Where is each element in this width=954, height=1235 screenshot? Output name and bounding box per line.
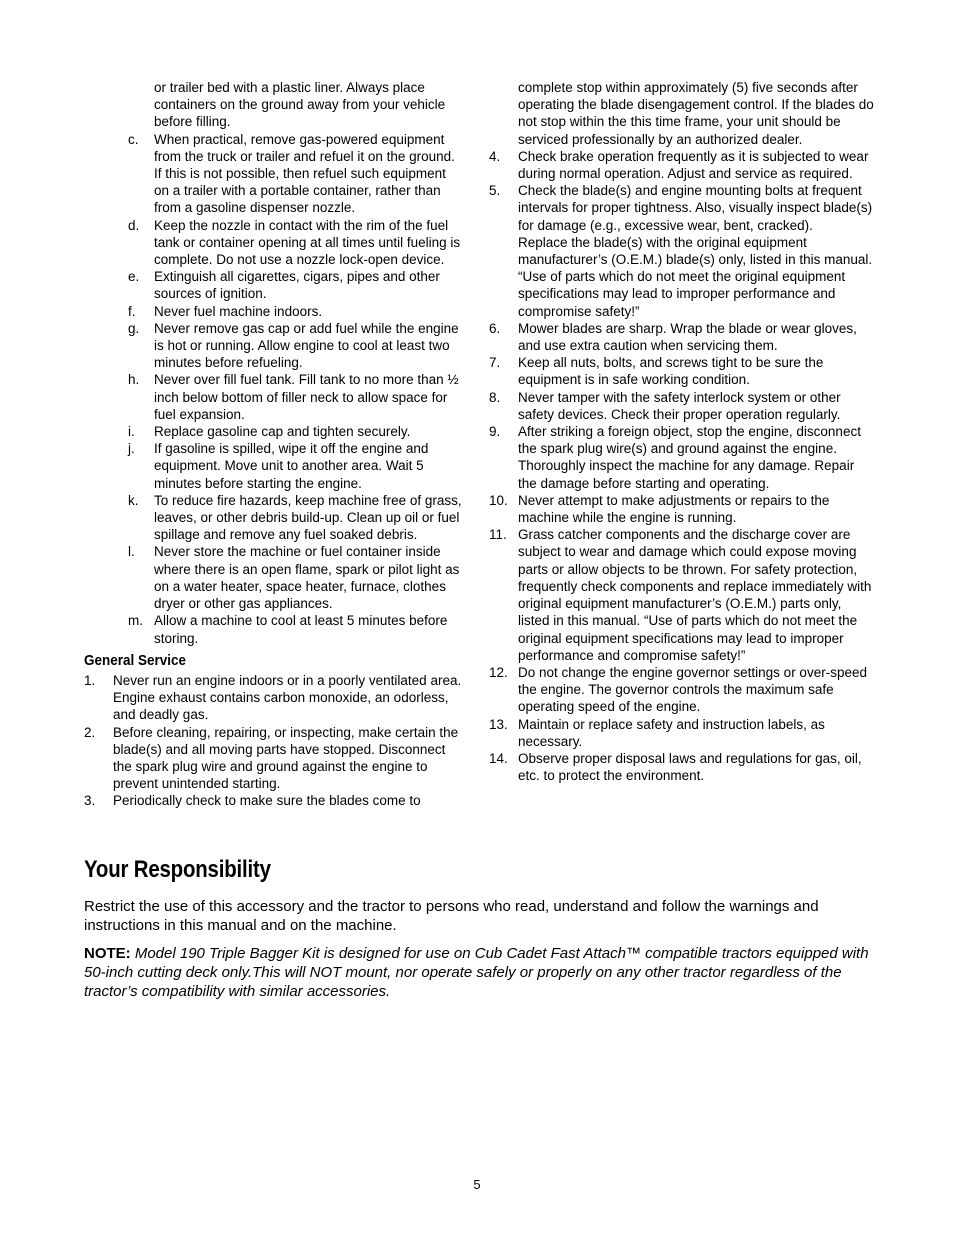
item-text: To reduce fire hazards, keep machine free of grass, leaves, or other debris build-up. Clean up oil or fuel spillage and remove any fuel soaked debris.: [154, 492, 462, 543]
item-label: 7.: [489, 355, 501, 371]
item-text: Never store the machine or fuel container inside where there is an open flame, spark or pilot light as on a water heater, space heater, furnace, clothes dryer or other gas appliances.: [154, 544, 460, 612]
item-label: h.: [128, 372, 140, 388]
item-text: Check brake operation frequently as it is subjected to wear during normal operation. Adjust and service as required.: [518, 148, 869, 182]
item-label: l.: [128, 544, 135, 560]
item-text: Check the blade(s) and engine mounting bolts at frequent intervals for proper tightness. Also, visually inspect blade(s) for damage (e.g., excessive wear, bent, cracked).: [518, 183, 873, 233]
item-label: m.: [128, 613, 143, 629]
item-label: 13.: [489, 716, 508, 732]
list-item: [84, 423, 464, 440]
item-text: Never remove gas cap or add fuel while the engine is hot or running. Allow engine to cool at least two minutes before refueling.: [154, 320, 459, 371]
item-label: j.: [128, 441, 135, 457]
item-label: k.: [128, 492, 139, 508]
item-text: Keep the nozzle in contact with the rim of the fuel tank or container opening at all times until fueling is complete. Do not use a nozzle lock-open device.: [154, 217, 461, 268]
list-item: [489, 423, 874, 492]
item-label: 5.: [489, 183, 501, 199]
continuation-text: complete stop within approximately (5) five seconds after operating the blade disengagement control. If the blades do not stop within the this time frame, your unit should be serviced professionally by an authorized dealer.: [518, 80, 874, 147]
item-text: Extinguish all cigarettes, cigars, pipes and other sources of ignition.: [154, 269, 440, 302]
section-title: Your Responsibility: [84, 856, 271, 883]
general-service-heading: General Service: [84, 651, 187, 669]
service-list: [489, 148, 874, 785]
item-text: Never fuel machine indoors.: [154, 303, 323, 319]
item-label: d.: [128, 217, 140, 233]
item-label: 12.: [489, 664, 508, 680]
item-text: Mower blades are sharp. Wrap the blade or wear gloves, and use extra caution when servicing them.: [518, 320, 857, 354]
item-extra-text: Replace the blade(s) with the original equipment manufacturer’s (O.E.M.) blade(s) only, listed in this manual. “Use of parts which do not meet the original equipment specifications may lead to improper performance and compromise safety!”: [518, 234, 873, 319]
general-service-list: [84, 672, 464, 810]
item-label: 9.: [489, 424, 501, 440]
item-text: Never attempt to make adjustments or repairs to the machine while the engine is running.: [518, 492, 830, 526]
item-text: Periodically check to make sure the blades come to: [113, 793, 421, 809]
list-item: [489, 526, 874, 664]
item-label: 2.: [84, 724, 96, 740]
list-item: [84, 268, 464, 302]
item-label: 6.: [489, 320, 501, 336]
item-text: Never tamper with the safety interlock system or other safety devices. Check their proper operation regularly.: [518, 389, 841, 422]
list-item: [489, 664, 874, 716]
item-label: 4.: [489, 148, 501, 164]
list-item: [489, 354, 874, 388]
item-label: f.: [128, 303, 136, 319]
item-label: c.: [128, 131, 139, 147]
list-item: [489, 716, 874, 750]
item-text: Replace gasoline cap and tighten securely.: [154, 424, 411, 440]
list-item: [84, 371, 464, 423]
item-text: Allow a machine to cool at least 5 minutes before storing.: [154, 613, 448, 646]
item-text: Keep all nuts, bolts, and screws tight to be sure the equipment is in safe working condition.: [518, 355, 824, 388]
list-item: [84, 217, 464, 269]
note-label: NOTE:: [84, 945, 131, 962]
responsibility-paragraph: Restrict the use of this accessory and the tractor to persons who read, understand and follow the warnings and instructions in this manual and on the machine.: [84, 898, 819, 934]
item-text: After striking a foreign object, stop the engine, disconnect the spark plug wire(s) and ground against the engine. Thoroughly inspect the machine for any damage. Repair the damage before starting and operating.: [518, 424, 861, 491]
list-item: [84, 131, 464, 217]
item-text: Before cleaning, repairing, or inspecting, make certain the blade(s) and all moving parts have stopped. Disconnect the spark plug wire and ground against the engine to prevent unintended starting.: [113, 724, 459, 792]
list-item: [84, 792, 464, 809]
item-text: Do not change the engine governor settings or over-speed the engine. The governor controls the maximum safe operating speed of the engine.: [518, 664, 867, 715]
right-column: [489, 79, 874, 784]
list-item: [489, 148, 874, 182]
note-paragraph: [84, 944, 874, 1001]
item-label: 1.: [84, 672, 96, 688]
list-item: [84, 724, 464, 793]
item-label: 8.: [489, 389, 501, 405]
list-item: [84, 303, 464, 320]
item-label: e.: [128, 269, 140, 285]
item-label: 3.: [84, 793, 96, 809]
fueling-sub-list: [84, 131, 464, 647]
item-label: g.: [128, 320, 140, 336]
page-number: 5: [473, 1177, 481, 1192]
item-text: Maintain or replace safety and instruction labels, as necessary.: [518, 716, 825, 749]
item-label: 14.: [489, 750, 508, 766]
list-item: [84, 672, 464, 724]
list-item: [489, 389, 874, 423]
list-item: [489, 492, 874, 526]
left-column: [84, 79, 464, 810]
item-text: Never over fill fuel tank. Fill tank to no more than ½ inch below bottom of filler neck to allow space for fuel expansion.: [154, 372, 459, 422]
item-text: If gasoline is spilled, wipe it off the engine and equipment. Move unit to another area. Wait 5 minutes before starting the engine.: [154, 441, 429, 491]
list-item: [489, 750, 874, 784]
item-label: i.: [128, 424, 135, 440]
list-item: [84, 440, 464, 492]
item-label: 11.: [489, 527, 507, 543]
list-item: [84, 492, 464, 544]
item-text: When practical, remove gas-powered equipment from the truck or trailer and refuel it on the ground. If this is not possible, then refuel such equipment on a trailer with a portable container, rather than from a gasoline dispenser nozzle.: [154, 131, 455, 216]
list-item: [84, 320, 464, 372]
list-item: [84, 543, 464, 612]
continuation-text: or trailer bed with a plastic liner. Always place containers on the ground away from your vehicle before filling.: [154, 80, 446, 130]
item-text: Observe proper disposal laws and regulations for gas, oil, etc. to protect the environment.: [518, 750, 862, 784]
list-item: [84, 612, 464, 646]
list-item: [489, 182, 874, 234]
list-item: [489, 320, 874, 354]
item-label: 10.: [489, 492, 508, 508]
item-text: Never run an engine indoors or in a poorly ventilated area. Engine exhaust contains carbon monoxide, an odorless, and deadly gas.: [113, 672, 462, 723]
note-text: Model 190 Triple Bagger Kit is designed for use on Cub Cadet Fast Attach™ compatible tractors equipped with 50-inch cutting deck only.This will NOT mount, nor operate safely or properly on any other tractor regardless of the tractor’s compatibility with similar accessories.: [84, 945, 869, 1000]
item-text: Grass catcher components and the discharge cover are subject to wear and damage which could expose moving parts or allow objects to be thrown. For safety protection, frequently check components and replace immediately with original equipment manufacturer’s (O.E.M.) parts only, listed in this manual. “Use of parts which do not meet the original equipment specifications may lead to improper performance and compromise safety!”: [518, 527, 872, 663]
